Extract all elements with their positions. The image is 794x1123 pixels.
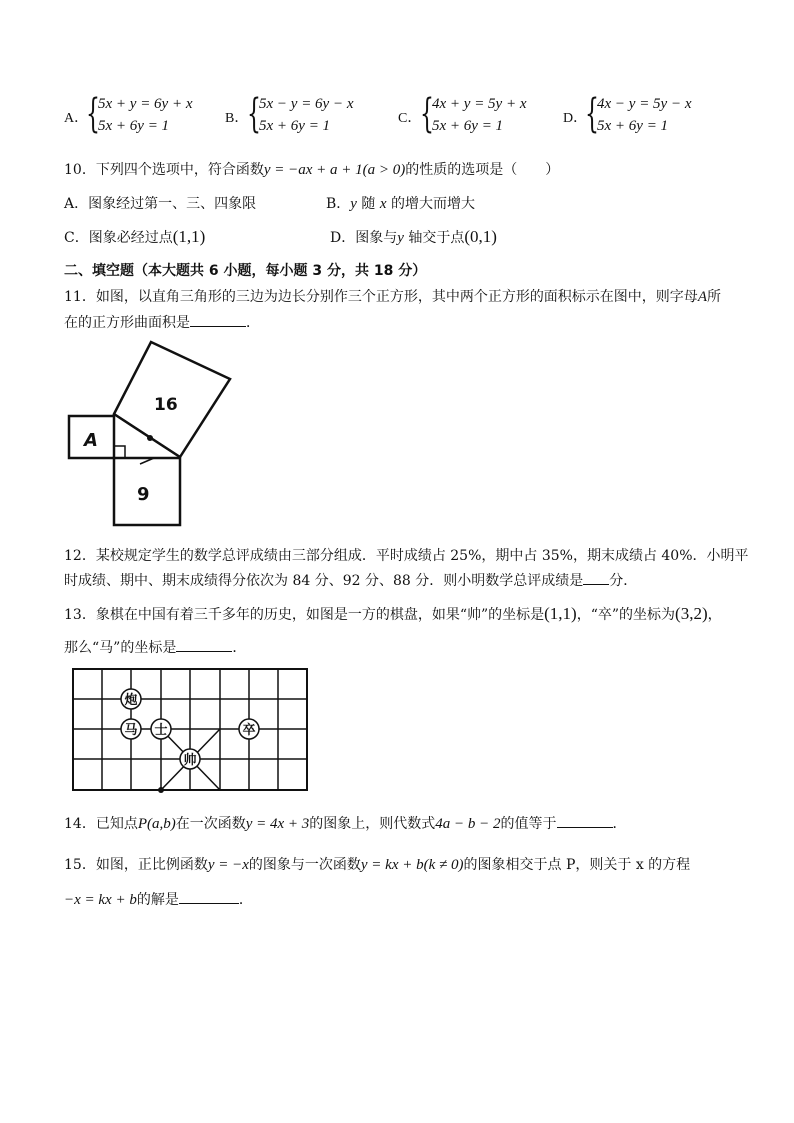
variable-y: y — [397, 230, 404, 246]
equation: 5x − y = 6y − x — [259, 96, 354, 112]
board-grid — [73, 669, 307, 790]
q15-pre: 15．如图，正比例函数 — [64, 857, 208, 873]
equation: 4x + y = 5y + x — [432, 96, 527, 112]
q15-mid1: 的图象与一次函数 — [248, 857, 361, 873]
q13-line1 — [64, 604, 722, 625]
point-p: P(a,b) — [137, 816, 176, 832]
q9-option-c — [398, 91, 548, 138]
q14-expression: 4a − b − 2 — [435, 816, 501, 832]
label-9: 9 — [137, 484, 150, 505]
q12-line2-pre: 时成绩、期中、期末成绩得分依次为 84 分、92 分、88 分．则小明数学总评成绩是 — [64, 573, 584, 589]
q9-option-d — [563, 91, 713, 138]
q11-line2-post: ． — [246, 315, 260, 331]
piece-label: 帅 — [183, 753, 197, 768]
letter-a: A — [697, 289, 707, 305]
q10-option-d-mid: 轴交于点 — [403, 230, 465, 246]
equation: 5x + 6y = 1 — [259, 118, 331, 134]
q10-option-d-text: D．图象与 — [330, 230, 398, 246]
q15-equation: −x = kx + b — [64, 892, 137, 908]
brace-icon: { — [247, 91, 261, 137]
q10-option-c-text: C．图象必经过点 — [64, 230, 173, 246]
q10-option-b-post: 的增大而增大 — [386, 196, 475, 212]
q10-stem — [64, 160, 559, 180]
option-label: A． — [64, 111, 89, 126]
q15-line1 — [64, 855, 690, 875]
chess-board-figure — [68, 664, 312, 796]
q12-line2 — [64, 570, 637, 591]
q9-option-a — [64, 91, 214, 138]
center-dot — [147, 435, 153, 441]
option-label: C． — [398, 111, 422, 126]
right-angle-mark — [114, 446, 125, 458]
answer-blank — [176, 637, 232, 652]
q14-mid3: 的值等于 — [500, 816, 557, 832]
q14-mid2: 的图象上，则代数式 — [309, 816, 436, 832]
chess-piece-ma — [121, 719, 141, 739]
q10-option-b-label: B． — [326, 196, 351, 212]
option-label: D． — [563, 111, 588, 126]
q10-stem-pre: 10．下列四个选项中，符合函数 — [64, 162, 264, 178]
brace-icon: { — [585, 91, 599, 137]
q15-mid2: 的图象相交于点 P，则关于 x 的方程 — [463, 857, 691, 873]
brace-icon: { — [420, 91, 434, 137]
equation: 5x + y = 6y + x — [98, 96, 193, 112]
q15-function2: y = kx + b(k ≠ 0) — [360, 857, 464, 873]
q14-function: y = 4x + 3 — [245, 816, 310, 832]
q10-stem-post: 的性质的选项是（ ） — [405, 162, 560, 178]
option-label: B． — [225, 111, 249, 126]
q9-option-b — [225, 91, 375, 138]
q11-line1-pre: 11．如图，以直角三角形的三边为边长分别作三个正方形，其中两个正方形的面积标示在图中，则字母 — [64, 289, 698, 305]
zu-coord: (3,2) — [675, 604, 708, 623]
answer-blank — [583, 570, 609, 585]
q10-option-d — [330, 227, 497, 248]
equation: 5x + 6y = 1 — [98, 118, 170, 134]
q10-formula: y = −ax + a + 1(a > 0) — [263, 162, 406, 178]
answer-blank — [190, 312, 246, 327]
q15-end: ． — [238, 892, 253, 908]
q10-option-d-point: (0,1) — [464, 227, 497, 246]
chess-piece-pao — [121, 689, 141, 709]
piece-label: 士 — [154, 723, 168, 738]
q12-line1: 12．某校规定学生的数学总评成绩由三部分组成．平时成绩占 25%，期中占 35%，期末成绩占 40%．小明平 — [64, 548, 749, 564]
q11-line1-post: 所 — [706, 289, 721, 305]
q11-squares-figure — [62, 340, 242, 530]
section-heading: 二、填空题（本大题共 6 小题，每小题 3 分，共 18 分） — [64, 263, 427, 279]
label-a: A — [84, 430, 98, 451]
q15-post: 的解是 — [136, 892, 179, 908]
label-16: 16 — [154, 395, 178, 415]
origin-dot — [158, 787, 164, 793]
q12-line2-post: 分． — [609, 573, 638, 589]
variable-y: y — [350, 196, 357, 212]
q14-pre: 14．已知点 — [64, 816, 138, 832]
piece-label: 卒 — [242, 723, 256, 738]
q13-line1-post: ， — [707, 607, 722, 623]
equation: 4x − y = 5y − x — [597, 96, 692, 112]
q10-option-b — [326, 194, 475, 214]
q10-option-c — [64, 227, 205, 248]
variable-x: x — [379, 196, 387, 212]
shuai-coord: (1,1) — [544, 604, 577, 623]
chess-piece-shuai — [180, 749, 200, 769]
triangle-hypotenuse — [114, 414, 180, 457]
q13-line2-pre: 那么“马”的坐标是 — [64, 640, 177, 656]
piece-label: 炮 — [124, 693, 138, 708]
answer-blank — [557, 813, 613, 828]
q15-line2 — [64, 889, 253, 910]
q13-line1-pre: 13．象棋在中国有着三千多年的历史，如图是一方的棋盘，如果“帅”的坐标是 — [64, 607, 545, 623]
brace-icon: { — [86, 91, 100, 137]
q11-line2 — [64, 312, 260, 333]
q13-line2 — [64, 637, 246, 658]
q14-post: ． — [612, 816, 627, 832]
piece-label: 马 — [124, 723, 138, 738]
q14-mid1: 在一次函数 — [175, 816, 246, 832]
chess-piece-zu — [239, 719, 259, 739]
q13-line1-mid: ，“卒”的坐标为 — [576, 607, 676, 623]
q13-line2-post: ． — [232, 640, 247, 656]
equation: 5x + 6y = 1 — [432, 118, 504, 134]
equation: 5x + 6y = 1 — [597, 118, 669, 134]
q11-line1 — [64, 287, 721, 307]
q10-option-a: A．图象经过第一、三、四象限 — [64, 196, 257, 212]
q10-option-c-point: (1,1) — [172, 227, 206, 246]
q11-line2-pre: 在的正方形曲面积是 — [64, 315, 190, 331]
q14 — [64, 813, 627, 834]
chess-piece-shi — [151, 719, 171, 739]
q10-option-b-mid: 随 — [356, 196, 380, 212]
answer-blank — [179, 889, 239, 904]
q15-function1: y = −x — [207, 857, 249, 873]
